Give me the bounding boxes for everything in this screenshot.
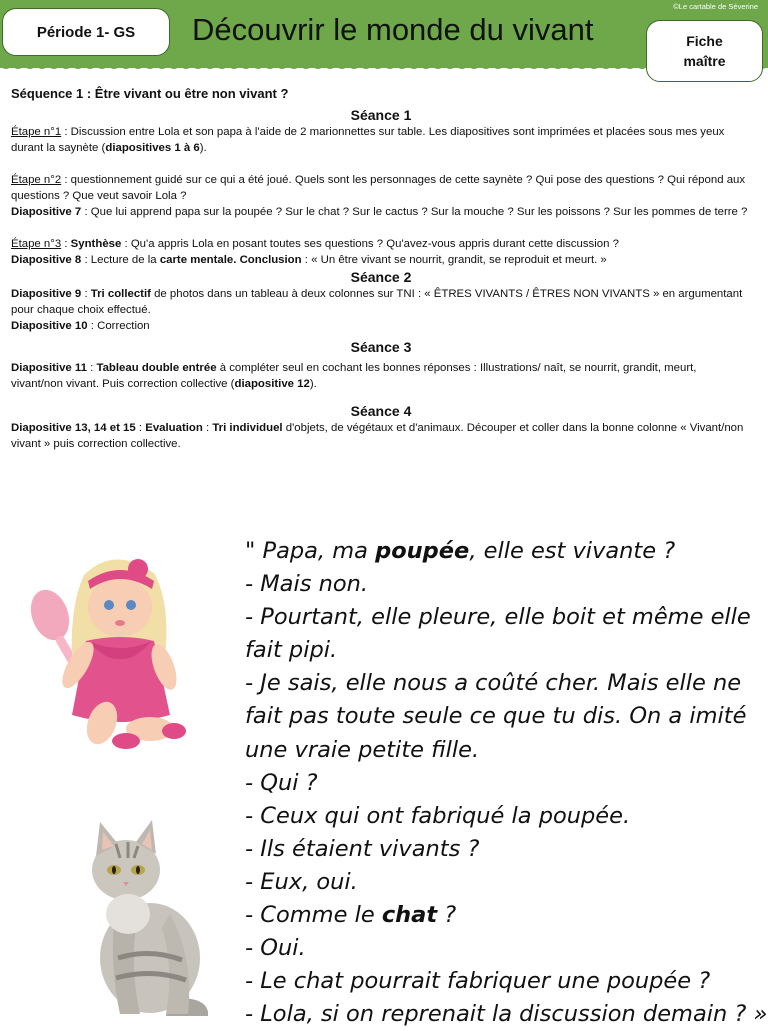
dialogue-text [245, 535, 768, 1031]
fiche-line1: Fiche [686, 33, 723, 49]
spacer [11, 392, 751, 402]
diapositive-13-15 [11, 420, 751, 452]
etape-1 [11, 124, 751, 156]
dialogue-line-5: - Qui ? [245, 769, 318, 796]
diapositive-9-text: de photos dans un tableau à deux colonnes sur TNI : « ÊTRES VIVANTS / ÊTRES NON VIVANTS » en argumentant pour chaque choix effectué. [11, 288, 743, 316]
diapositive-9-label: Diapositive 9 [11, 288, 82, 300]
dialogue-line-1a: " Papa, ma [245, 538, 376, 564]
diapositive-10 [11, 318, 751, 334]
dialogue-line-1b: , elle est vivante ? [469, 538, 676, 564]
diapositive-9 [11, 286, 751, 318]
doll-photo [14, 545, 214, 750]
dialogue-line-10: - Oui. [245, 935, 306, 962]
diapositive-11-label: Diapositive 11 [11, 362, 87, 374]
dialogue-line [245, 535, 765, 568]
seance-1-title: Séance 1 [350, 107, 412, 123]
diapositive-11-text: à compléter seul en cochant les bonnes réponses : Illustrations/ naît, se nourrit, grandit, meurt, vivant/non vivant. Puis correction collective ( [11, 362, 697, 390]
dialogue-line-9a: - Comme le [245, 902, 382, 929]
diapositive-7-label: Diapositive 7 [11, 206, 82, 218]
diapositive-12-ref: diapositive 12 [234, 378, 310, 390]
seance-4-title: Séance 4 [350, 403, 412, 419]
fiche-maitre-badge [646, 20, 763, 82]
etape-3-sep: : [61, 238, 71, 250]
fiche-line2: maître [683, 53, 726, 69]
dialogue-line-3: - Pourtant, elle pleure, elle boit et même elle fait pipi. [245, 604, 751, 664]
copyright-credit: ©Le cartable de Séverine [673, 2, 758, 11]
dialogue-line-4: - Je sais, elle nous a coûté cher. Mais elle ne fait pas toute seule ce que tu dis. On a imité une vraie petite fille. [245, 670, 747, 763]
diapositive-9-sep: : [81, 288, 91, 300]
seance-2-title: Séance 2 [350, 269, 412, 285]
etape-3-text: : Qu'a appris Lola en posant toutes ses questions ? Qu'avez-vous appris durant cette discussion ? [121, 238, 619, 250]
seance-3-title: Séance 3 [350, 339, 412, 355]
diapositive-8-text: : Lecture de la [81, 254, 160, 266]
etape-1-slides: diapositives 1 à 6 [105, 142, 200, 154]
etape-1-text: : Discussion entre Lola et son papa à l'aide de 2 marionnettes sur table. Les diapositives sont imprimées et placées sous mes yeux durant la saynète ( [11, 126, 725, 154]
diapositive-13-tri: Tri individuel [212, 422, 283, 434]
etape-2-text: : questionnement guidé sur ce qui a été joué. Quels sont les personnages de cette saynète ? Qui pose des questions ? Qui répond aux questions ? Que veut savoir Lola ? [11, 174, 746, 202]
diapositive-13-sep2: : [202, 422, 213, 434]
dialogue-line-12: - Lola, si on reprenait la discussion demain ? » [245, 1001, 768, 1028]
etape-1-end: ). [199, 142, 207, 154]
etape-2-label: Étape n°2 [11, 174, 62, 186]
diapositive-13-evaluation: Evaluation [145, 422, 203, 434]
dialogue-keyword-chat: chat [381, 902, 438, 929]
period-label: Période 1- GS [2, 8, 170, 56]
diapositive-8-carte: carte mentale. Conclusion [159, 254, 302, 266]
diapositive-7 [11, 204, 751, 220]
diapositive-8 [11, 252, 751, 268]
dialogue-line-6: - Ceux qui ont fabriqué la poupée. [245, 802, 631, 829]
etape-3-synthese: Synthèse [70, 238, 122, 250]
etape-3 [11, 236, 751, 252]
sequence-title: Séquence 1 : Être vivant ou être non vivant ? [11, 86, 289, 101]
diapositive-10-text: : Correction [87, 320, 150, 332]
diapositive-8-conclusion: : « Un être vivant se nourrit, grandit, se reproduit et meurt. » [301, 254, 607, 266]
diapositive-11 [11, 360, 751, 392]
diapositive-11-sep: : [86, 362, 97, 374]
etape-3-label: Étape n°3 [11, 238, 62, 250]
etape-1-label: Étape n°1 [11, 126, 62, 138]
spacer [11, 156, 751, 172]
diapositive-9-tri: Tri collectif [90, 288, 151, 300]
etape-2 [11, 172, 751, 204]
diapositive-13-text: d'objets, de végétaux et d'animaux. Découper et coller dans la bonne colonne « Vivant/non vivant » puis correction collective. [11, 422, 744, 450]
dialogue-line-8: - Eux, oui. [245, 868, 358, 895]
cat-photo [70, 818, 220, 1018]
dialogue-line-2: - Mais non. [245, 571, 369, 598]
dialogue-keyword-poupee: poupée [375, 538, 470, 564]
dialogue-line-9 [245, 899, 765, 932]
page-title: Découvrir le monde du vivant [192, 12, 594, 47]
diapositive-11-tableau: Tableau double entrée [96, 362, 217, 374]
diapositive-13-label: Diapositive 13, 14 et 15 [11, 422, 136, 434]
dialogue-line-7: - Ils étaient vivants ? [245, 835, 480, 862]
diapositive-11-end: ). [309, 378, 317, 390]
dialogue-line-11: - Le chat pourrait fabriquer une poupée ? [245, 968, 711, 995]
diapositive-8-label: Diapositive 8 [11, 254, 82, 266]
diapositive-13-sep: : [135, 422, 146, 434]
diapositive-10-label: Diapositive 10 [11, 320, 88, 332]
dialogue-line-9b: ? [437, 902, 457, 929]
lesson-plan [11, 86, 751, 452]
diapositive-7-text: : Que lui apprend papa sur la poupée ? Sur le chat ? Sur le cactus ? Sur la mouche ? Sur les poissons ? Sur les pommes de terre ? [81, 206, 748, 218]
spacer [11, 220, 751, 236]
